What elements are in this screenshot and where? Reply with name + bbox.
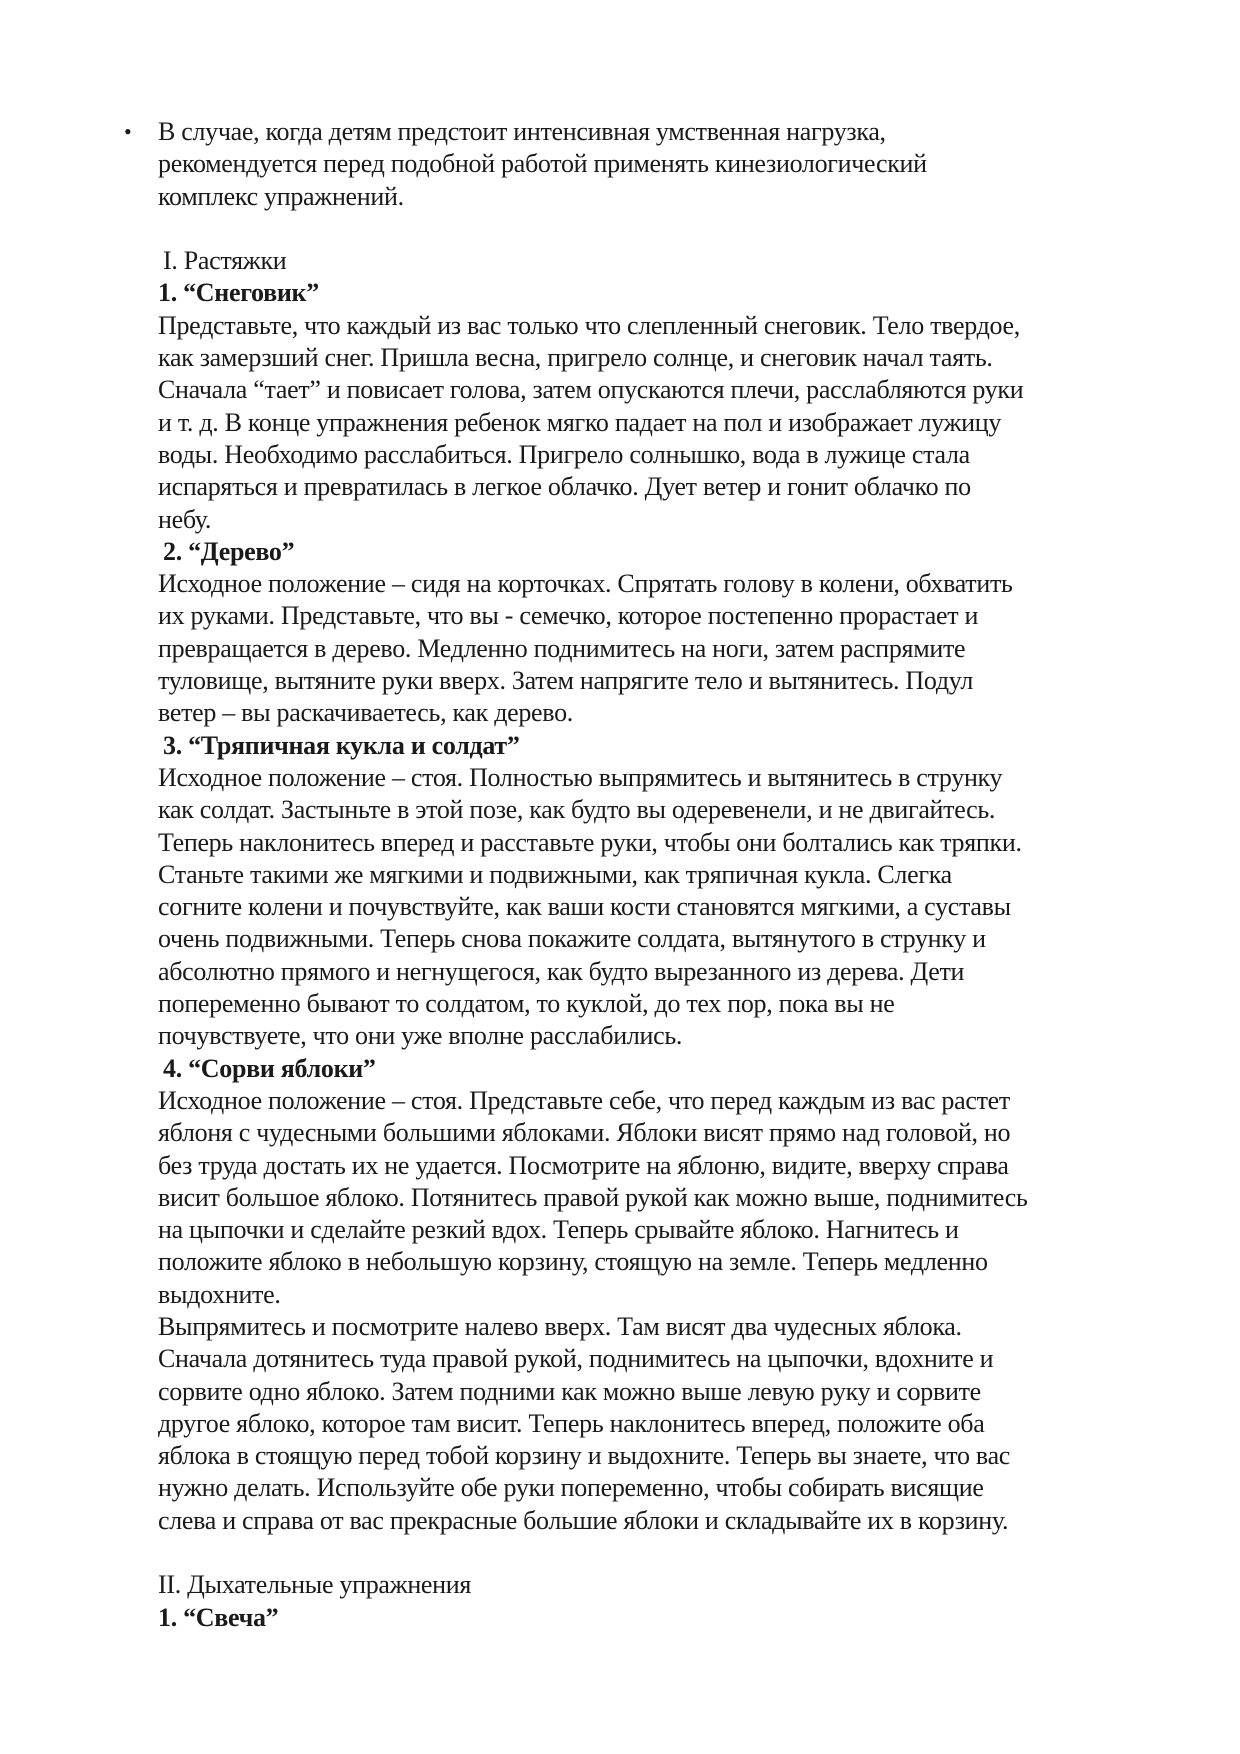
text-line: Сначала дотянитесь туда правой рукой, поднимитесь на цыпочки, вдохните и xyxy=(158,1344,994,1374)
exercise-title: 3. “Тряпичная кукла и солдат” xyxy=(163,730,520,760)
text-line: абсолютно прямого и негнущегося, как будто вырезанного из дерева. Дети xyxy=(158,956,965,986)
exercise-title: 1. “Снеговик” xyxy=(158,278,319,308)
exercise xyxy=(158,277,1158,535)
section-title: I. Растяжки xyxy=(163,246,287,276)
section-title: II. Дыхательные упражнения xyxy=(158,1570,472,1600)
text-line: комплекс упражнений. xyxy=(158,181,404,211)
text-line: положите яблоко в небольшую корзину, стоящую на земле. Теперь медленно xyxy=(158,1247,988,1277)
exercise-title: 4. “Сорви яблоки” xyxy=(163,1053,376,1083)
exercise-title: 1. “Свеча” xyxy=(158,1602,279,1632)
text-line: Станьте такими же мягкими и подвижными, как тряпичная кукла. Слегка xyxy=(158,859,952,889)
text-line: яблоня с чудесными большими яблоками. Яблоки висят прямо над головой, но xyxy=(158,1118,1011,1148)
exercise xyxy=(158,730,1158,1053)
text-line: почувствуете, что они уже вполне расслабились. xyxy=(158,1021,683,1051)
text-line: В случае, когда детям предстоит интенсивная умственная нагрузка, xyxy=(158,117,886,146)
text-line: выдохните. xyxy=(158,1279,281,1309)
text-line: Исходное положение – стоя. Представьте себе, что перед каждым из вас растет xyxy=(158,1085,1010,1115)
text-line: как замерзший снег. Пришла весна, пригрело солнце, и снеговик начал таять. xyxy=(158,343,993,373)
exercise xyxy=(158,1053,1158,1537)
text-line: без труда достать их не удается. Посмотрите на яблоню, видите, вверху справа xyxy=(158,1150,1009,1180)
document-page xyxy=(124,116,1158,1634)
text-line: небу. xyxy=(158,504,212,534)
intro-paragraph xyxy=(124,116,1158,213)
text-line: рекомендуется перед подобной работой применять кинезиологический xyxy=(158,149,927,179)
text-line: Теперь наклонитесь вперед и расставьте руки, чтобы они болтались как тряпки. xyxy=(158,827,1022,857)
text-line: согните колени и почувствуйте, как ваши кости становятся мягкими, а суставы xyxy=(158,892,1011,922)
text-line: Выпрямитесь и посмотрите налево вверх. Там висят два чудесных яблока. xyxy=(158,1311,962,1341)
text-line: превращается в дерево. Медленно поднимитесь на ноги, затем распрямите xyxy=(158,633,966,663)
text-line: сорвите одно яблоко. Затем подними как можно выше левую руку и сорвите xyxy=(158,1376,981,1406)
text-line: как солдат. Застыньте в этой позе, как будто вы одеревенели, и не двигайтесь. xyxy=(158,795,996,825)
text-line: воды. Необходимо расслабиться. Пригрело солнышко, вода в лужице стала xyxy=(158,439,970,469)
text-line: очень подвижными. Теперь снова покажите солдата, вытянутого в струнку и xyxy=(158,924,986,954)
text-line: ветер – вы раскачиваетесь, как дерево. xyxy=(158,698,573,728)
exercise-title: 2. “Дерево” xyxy=(163,536,295,566)
exercises-list xyxy=(158,277,1158,1537)
text-line: и т. д. В конце упражнения ребенок мягко падает на пол и изображает лужицу xyxy=(158,407,1002,437)
text-line: яблока в стоящую перед тобой корзину и выдохните. Теперь вы знаете, что вас xyxy=(158,1441,1011,1471)
text-line: слева и справа от вас прекрасные большие яблоки и складывайте их в корзину. xyxy=(158,1505,1009,1535)
text-line: Представьте, что каждый из вас только что слепленный снеговик. Тело твердое, xyxy=(158,310,1020,340)
text-line: Исходное положение – сидя на корточках. Спрятать голову в колени, обхватить xyxy=(158,569,1013,599)
text-line: Сначала “тает” и повисает голова, затем опускаются плечи, расслабляются руки xyxy=(158,375,1024,405)
text-line: нужно делать. Используйте обе руки попеременно, чтобы собирать висящие xyxy=(158,1473,984,1503)
text-line: висит большое яблоко. Потянитесь правой рукой как можно выше, поднимитесь xyxy=(158,1182,1028,1212)
text-line: попеременно бывают то солдатом, то куклой, до тех пор, пока вы не xyxy=(158,989,895,1019)
text-line: туловище, вытяните руки вверх. Затем напрягите тело и вытянитесь. Подул xyxy=(158,666,973,696)
text-line: другое яблоко, которое там висит. Теперь наклонитесь вперед, положите оба xyxy=(158,1408,985,1438)
bullet-icon: • xyxy=(124,119,132,144)
text-line: испаряться и превратилась в легкое облачко. Дует ветер и гонит облачко по xyxy=(158,472,971,502)
text-line: их руками. Представьте, что вы - семечко, которое постепенно прорастает и xyxy=(158,601,979,631)
text-line: Исходное положение – стоя. Полностью выпрямитесь и вытянитесь в струнку xyxy=(158,762,1003,792)
exercise xyxy=(158,536,1158,730)
text-line: на цыпочки и сделайте резкий вдох. Теперь срывайте яблоко. Нагнитесь и xyxy=(158,1215,959,1245)
